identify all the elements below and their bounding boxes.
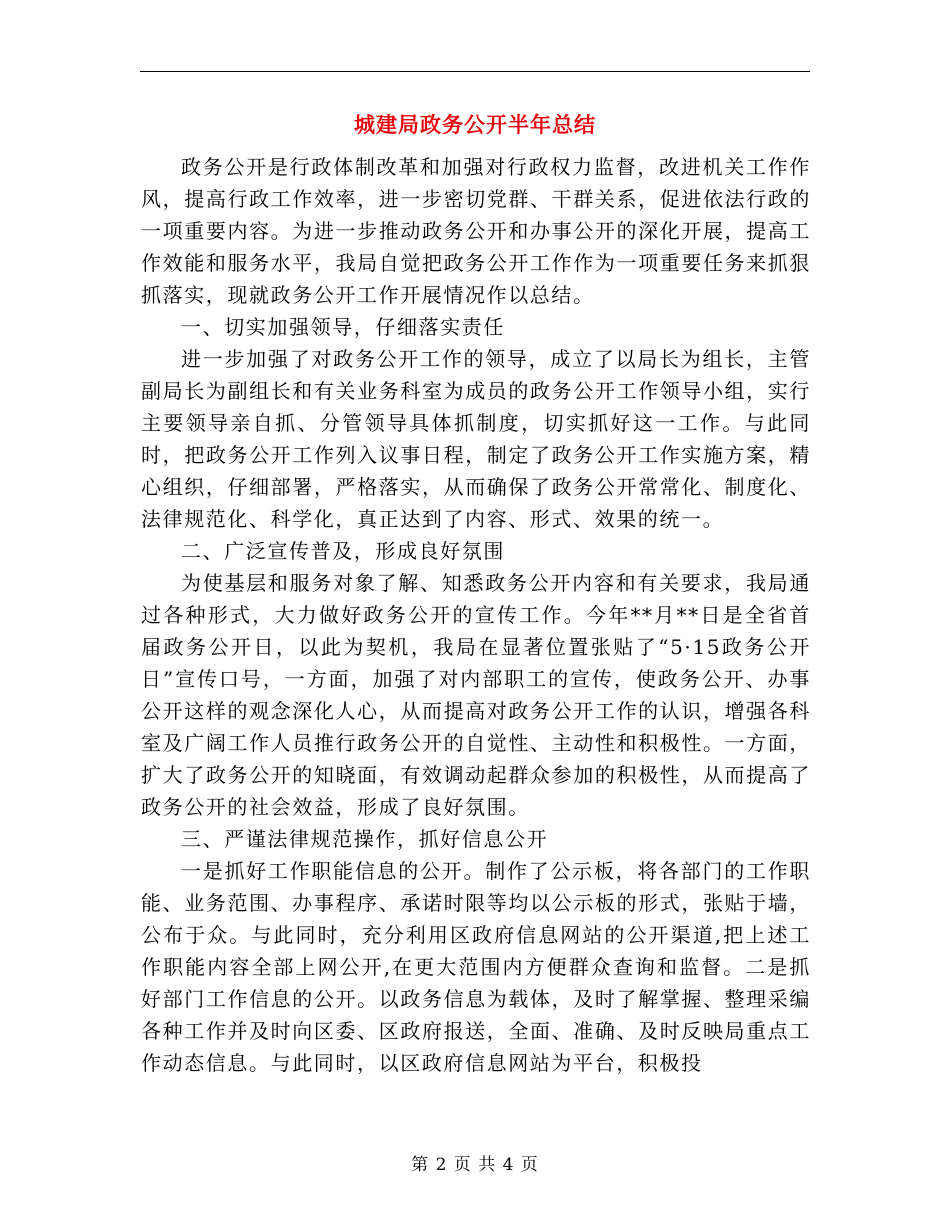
section-3-paragraph: 一是抓好工作职能信息的公开。制作了公示板，将各部门的工作职能、业务范围、办事程序、承诺时限等均以公示板的形式，张贴于墙，公布于众。与此同时，充分利用区政府信息网站的公开渠道,把上述工作职能内容全部上网公开,在更大范围内方便群众查询和监督。二是抓好部门工作信息的公开。以政务信息为载体，及时了解掌握、整理采编各种工作并及时向区委、区政府报送，全面、准确、及时反映局重点工作动态信息。与此同时，以区政府信息网站为平台，积极投 [141, 859, 811, 1075]
section-2-paragraph: 为使基层和服务对象了解、知悉政务公开内容和有关要求，我局通过各种形式，大力做好政务公开的宣传工作。今年**月**日是全省首届政务公开日，以此为契机，我局在显著位置张贴了“5·15政务公开日”宣传口号，一方面，加强了对内部职工的宣传，使政务公开、办事公开这样的观念深化人心，从而提高对政务公开工作的认识，增强各科室及广阔工作人员推行政务公开的自觉性、主动性和积极性。一方面，扩大了政务公开的知晓面，有效调动起群众参加的积极性，从而提高了政务公开的社会效益，形成了良好氛围。 [141, 571, 811, 819]
section-1-paragraph: 进一步加强了对政务公开工作的领导，成立了以局长为组长，主管副局长为副组长和有关业务科室为成员的政务公开工作领导小组，实行主要领导亲自抓、分管领导具体抓制度，切实抓好这一工作。与此同时，把政务公开工作列入议事日程，制定了政务公开工作实施方案，精心组织，仔细部署，严格落实，从而确保了政务公开常常化、制度化、法律规范化、科学化，真正达到了内容、形式、效果的统一。 [141, 347, 811, 531]
document-title: 城建局政务公开半年总结 [354, 112, 596, 137]
page-number-footer: 第 2 页 共 4 页 [411, 1155, 539, 1175]
document-body [141, 151, 811, 1079]
section-heading-2: 二、广泛宣传普及，形成良好氛围 [181, 539, 505, 563]
section-heading-1: 一、切实加强领导，仔细落实责任 [181, 315, 505, 339]
header-rule [140, 71, 810, 72]
intro-paragraph: 政务公开是行政体制改革和加强对行政权力监督，改进机关工作作风，提高行政工作效率，进一步密切党群、干群关系，促进依法行政的一项重要内容。为进一步推动政务公开和办事公开的深化开展，提高工作效能和服务水平，我局自觉把政务公开工作作为一项重要任务来抓狠抓落实，现就政务公开工作开展情况作以总结。 [141, 155, 811, 307]
section-heading-3: 三、严谨法律规范操作，抓好信息公开 [181, 827, 549, 851]
